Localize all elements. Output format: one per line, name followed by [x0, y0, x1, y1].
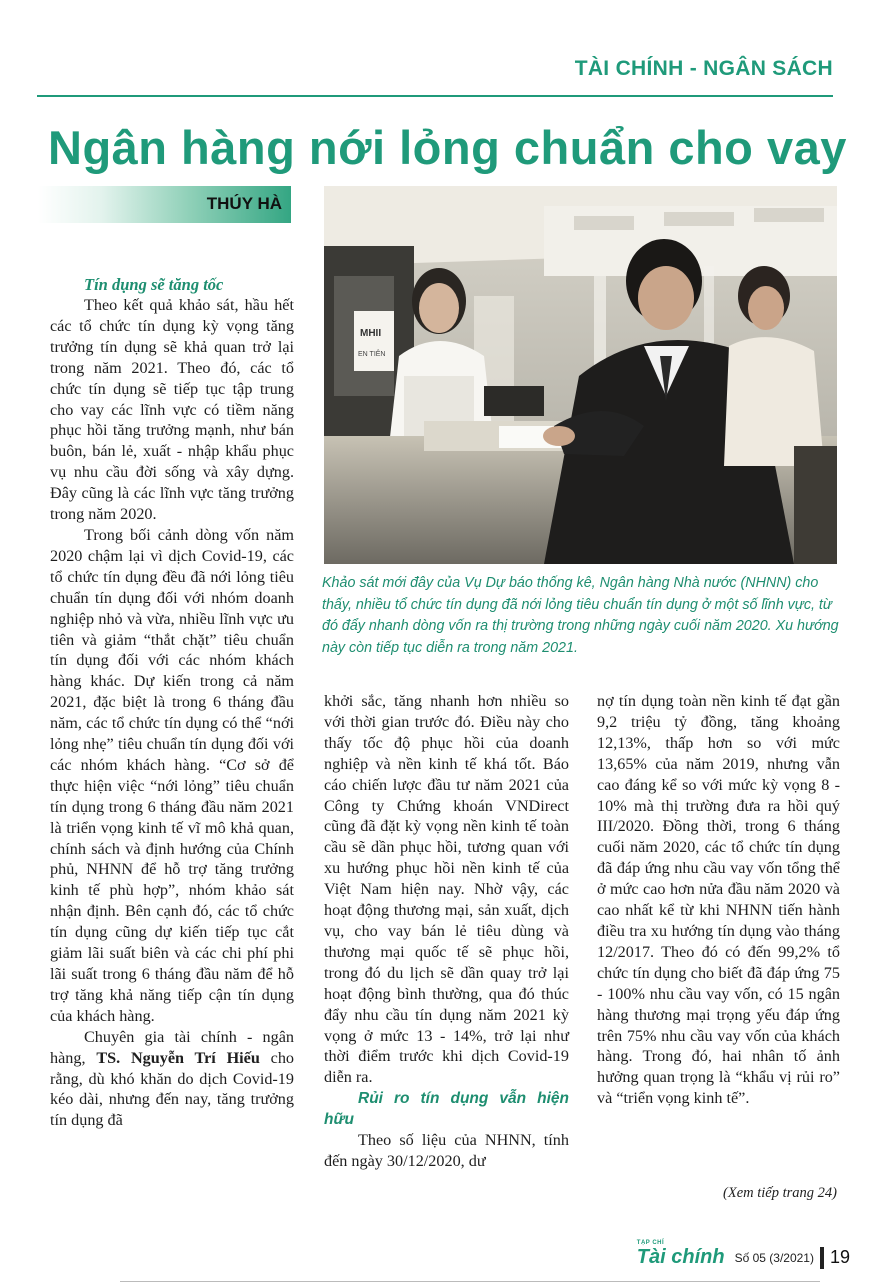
bottom-edge-line [120, 1281, 820, 1282]
paragraph: nợ tín dụng toàn nền kinh tế đạt gần 9,2 triệu tỷ đồng, tăng khoảng 12,13%, thấp hơn so với mức 13,65% của năm 2019, nhưng vẫn cao đáng kể so với mức kỳ vọng 8 - 10% mà thị trường đưa ra hồi quý III/2020. Đồng thời, trong 6 tháng cuối năm 2020, các tổ chức tín dụng đã đáp ứng nhu cầu vay vốn tổng thể ở mức cao hơn nửa đầu năm 2020 và cao nhất kể từ khi NHNN tiến hành điều tra xu hướng tín dụng vào tháng 12/2017. Theo đó có đến 99,2% tổ chức tín dụng cho biết đã đáp ứng 75 - 100% nhu cầu vay vốn, có 15 ngân hàng thương mại trọng yếu đáp ứng trên 75% nhu cầu vay vốn của khách hàng. Trong đó, hai nhân tố ảnh hưởng quan trọng là “khẩu vị rủi ro” và “triển vọng kinh tế”. [597, 692, 840, 1108]
expert-name: TS. Nguyễn Trí Hiếu [96, 1048, 260, 1067]
logo-small-text: TẠP CHÍ [636, 1240, 665, 1246]
section-label: TÀI CHÍNH - NGÂN SÁCH [574, 57, 833, 80]
author-name: THÚY HÀ [206, 194, 282, 213]
issue-number: Số 05 (3/2021) [734, 1250, 814, 1265]
photo-caption: Khảo sát mới đây của Vụ Dự báo thống kê, Ngân hàng Nhà nước (NHNN) cho thấy, nhiều tổ chức tín dụng đã nới lỏng tiêu chuẩn tín dụng ở một số lĩnh vực, từ đó đẩy nhanh dòng vốn ra thị trường trong những ngày cuối năm 2020. Xu hướng này còn tiếp tục diễn ra trong năm 2021. [322, 575, 839, 656]
article-column-1 [50, 274, 294, 1131]
subheading-credit-accelerate: Tín dụng sẽ tăng tốc [84, 275, 224, 294]
photo-sign-text: EN TIÊN [358, 351, 386, 358]
paragraph-text: cho rằng, dù khó khăn do dịch Covid-19 kéo dài, nhưng đến nay, tăng trưởng tín dụng đã [50, 1048, 295, 1130]
subheading-credit-risk: Rủi ro tín dụng vẫn hiện hữu [324, 1090, 569, 1129]
bank-counter-photo-illustration [324, 186, 837, 564]
article-column-3 [597, 691, 840, 1109]
magazine-logo [636, 1240, 725, 1269]
paragraph-text: Chuyên gia tài chính - ngân hàng, [50, 1027, 294, 1067]
continued-on-note: (Xem tiếp trang 24) [723, 1185, 837, 1201]
footer-divider [820, 1247, 824, 1269]
article-column-2 [324, 691, 569, 1172]
paragraph: Theo số liệu của NHNN, tính đến ngày 30/12/2020, dư [324, 1131, 569, 1171]
page-footer [636, 1240, 850, 1269]
paragraph [50, 1027, 294, 1132]
logo-text: Tài chính [636, 1246, 725, 1268]
paragraph: Trong bối cảnh dòng vốn năm 2020 chậm lại vì dịch Covid-19, các tổ chức tín dụng đều đã nới lỏng tiêu chuẩn tín dụng đối với nhóm doanh nghiệp nhỏ và vừa, nhiều lĩnh vực ưu tiên và giảm “thắt chặt” tiêu chuẩn tín dụng đối với các nhóm khách hàng khác. Dự kiến trong cả năm 2021, đặc biệt là trong 6 tháng đầu năm, các tổ chức tín dụng có thể “nới lỏng nhẹ” tiêu chuẩn tín dụng đối với các nhóm khách hàng. “Cơ sở để thực hiện việc “nới lỏng” tiêu chuẩn tín dụng trong 6 tháng đầu năm 2021 là triển vọng kinh tế vĩ mô khả quan, chính sách và định hướng của Chính phủ, NHNN để hỗ trợ tăng trưởng kinh tế phù hợp”, nhóm khảo sát nhận định. Bên cạnh đó, các tổ chức tín dụng cũng dự kiến tiếp tục cắt giảm lãi suất biên và các chi phí phi lãi suất trong 6 tháng đầu năm để hỗ trợ tăng khả năng tiếp cận tín dụng của khách hàng. [50, 525, 294, 1025]
article-headline: Ngân hàng nới lỏng chuẩn cho vay [48, 121, 847, 174]
article-photo [324, 186, 837, 564]
page-number: 19 [829, 1247, 850, 1267]
svg-text:MHII: MHII [360, 328, 382, 339]
section-divider [37, 95, 833, 97]
paragraph: Theo kết quả khảo sát, hầu hết các tổ chức tín dụng kỳ vọng tăng trưởng tín dụng sẽ khả quan trở lại trong năm 2021. Theo đó, các tổ chức tín dụng sẽ tiếp tục tập trung cho vay các lĩnh vực có tiềm năng phục hồi tăng trưởng mạnh, như bán buôn, bán lẻ, xuất - nhập khẩu phục vụ nhu cầu đời sống và xây dựng. Đây cũng là các lĩnh vực tăng trưởng trong năm 2020. [50, 296, 294, 524]
paragraph: khởi sắc, tăng nhanh hơn nhiều so với thời gian trước đó. Điều này cho thấy tốc độ phục hồi của doanh nghiệp và nền kinh tế khá tốt. Báo cáo chiến lược đầu tư năm 2021 của Công ty Chứng khoán VNDirect cũng đã đặt kỳ vọng nền kinh tế toàn cầu sẽ dần phục hồi, tương quan với xu hướng phục hồi nền kinh tế của Việt Nam hiện nay. Nhờ vậy, các hoạt động thương mại, sản xuất, dịch vụ, cho vay bán lẻ tiêu dùng và thương mại quốc tế sẽ phục hồi, trong đó du lịch sẽ dần quay trở lại hoạt động bình thường, qua đó thúc đẩy nhu cầu tín dụng năm 2021 kỳ vọng ở mức 13 - 14%, trở lại như thời điểm trước khi dịch Covid-19 diễn ra. [324, 692, 569, 1087]
